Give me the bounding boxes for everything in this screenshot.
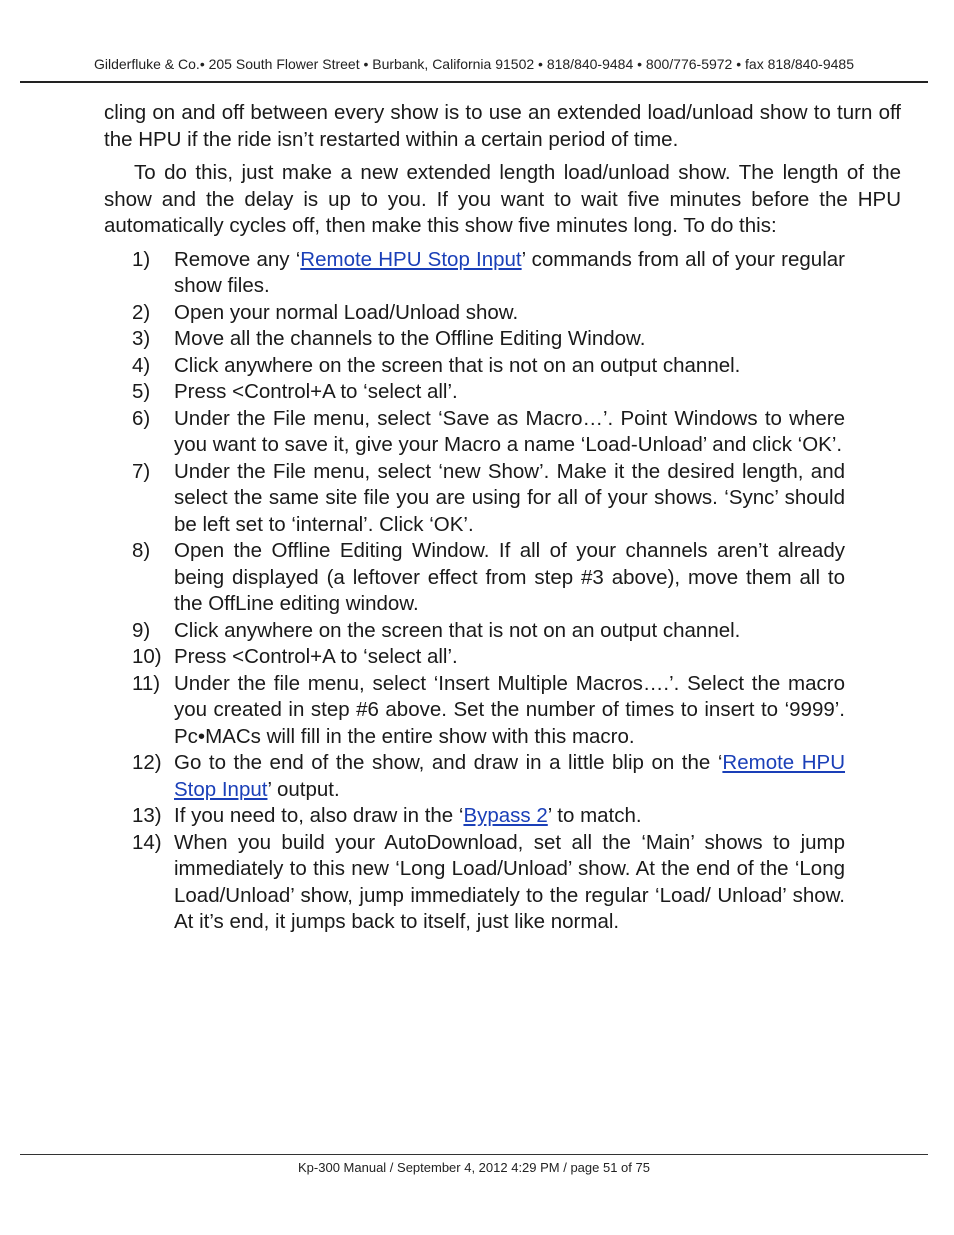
list-item (104, 459, 845, 539)
step-number: 9) (132, 618, 151, 642)
list-item (104, 406, 845, 459)
list-item (104, 830, 845, 936)
step-number: 10) (132, 645, 162, 668)
list-item (104, 247, 845, 300)
list-item (104, 379, 845, 406)
bypass-2-link[interactable]: Bypass 2 (463, 804, 548, 827)
footer-divider (20, 1154, 928, 1155)
page-footer: Kp-300 Manual / September 4, 2012 4:29 PM / page 51 of 75 (298, 1160, 650, 1175)
list-item (104, 671, 845, 751)
step-text: Press <Control+A to ‘select all’. (174, 380, 458, 403)
step-number: 2) (132, 300, 151, 324)
step-number: 5) (132, 380, 151, 403)
list-item (104, 618, 845, 645)
page-header: Gilderfluke & Co.• 205 South Flower Street • Burbank, California 91502 • 818/840-9484 • 800/776-5972 • fax 818/840-9485 (94, 56, 854, 72)
step-text-pre: Go to the end of the show, and draw in a little blip on the ‘ (174, 751, 723, 774)
list-item (104, 538, 845, 618)
step-text: Move all the channels to the Offline Editing Window. (174, 327, 646, 350)
remote-hpu-stop-input-link[interactable]: Remote HPU Stop Input (174, 751, 846, 801)
paragraph-2: To do this, just make a new extended length load/unload show. The length of the show and the delay is up to you. If you want to wait five minutes before the HPU automatically cycles off, then make this show five minutes long. To do this: (104, 161, 901, 237)
step-text: Click anywhere on the screen that is not on an output channel. (174, 353, 741, 377)
step-number: 8) (132, 539, 151, 562)
step-text: Open the Offline Editing Window. If all of your channels aren’t already being displayed (a leftover effect from step #3 above), move them all to the OffLine editing window. (174, 539, 845, 615)
list-item (104, 326, 845, 353)
step-text: Click anywhere on the screen that is not on an output channel. (174, 618, 741, 642)
list-item (104, 644, 845, 671)
step-number: 12) (132, 751, 162, 774)
list-item (104, 750, 845, 803)
step-text: Under the file menu, select ‘Insert Multiple Macros….’. Select the macro you created in step #6 above. Set the number of times to insert to ‘9999’. Pc•MACs will fill in the entire show with this macro. (174, 671, 845, 748)
page-content (104, 100, 901, 936)
step-number: 7) (132, 459, 151, 483)
list-item (104, 300, 845, 327)
step-number: 4) (132, 353, 151, 377)
remote-hpu-stop-input-link[interactable]: Remote HPU Stop Input (300, 247, 522, 271)
step-number: 13) (132, 804, 162, 827)
step-number: 1) (132, 247, 151, 271)
step-text (174, 803, 845, 830)
step-text: Open your normal Load/Unload show. (174, 300, 519, 324)
list-item (104, 353, 845, 380)
step-text-post: ’ output. (267, 777, 340, 801)
header-divider (20, 81, 928, 83)
step-text-pre: If you need to, also draw in the ‘ (174, 804, 464, 827)
step-text-post: ’ to match. (547, 804, 642, 827)
step-text-pre: Remove any ‘ (174, 247, 301, 271)
step-text: Press <Control+A to ‘select all’. (174, 645, 458, 668)
step-number: 14) (132, 830, 162, 854)
paragraph-1: cling on and off between every show is to use an extended load/unload show to turn off the HPU if the ride isn’t restarted within a certain period of time. (104, 101, 901, 151)
step-text-post: ’ commands from all of your regular show files. (174, 247, 845, 297)
step-text: When you build your AutoDownload, set all the ‘Main’ shows to jump immediately to this new ‘Long Load/Unload’ show. At the end of the ‘Long Load/Unload’ show, jump immediately to the regular ‘Load/ Unload’ show. At it’s end, it jumps back to itself, just like normal. (174, 830, 845, 933)
step-text: Under the File menu, select ‘Save as Macro…’. Point Windows to where you want to save it, give your Macro a name ‘Load-Unload’ and click ‘OK’. (174, 406, 845, 456)
step-text: Under the File menu, select ‘new Show’. Make it the desired length, and select the same site file you are using for all of your shows. ‘Sync’ should be left set to ‘internal’. Click ‘OK’. (174, 459, 845, 536)
list-item (104, 803, 845, 830)
step-number: 11) (132, 671, 161, 695)
step-number: 3) (132, 327, 151, 350)
step-number: 6) (132, 406, 151, 430)
step-text (174, 247, 845, 300)
steps-list (104, 247, 845, 936)
step-text (174, 750, 845, 803)
